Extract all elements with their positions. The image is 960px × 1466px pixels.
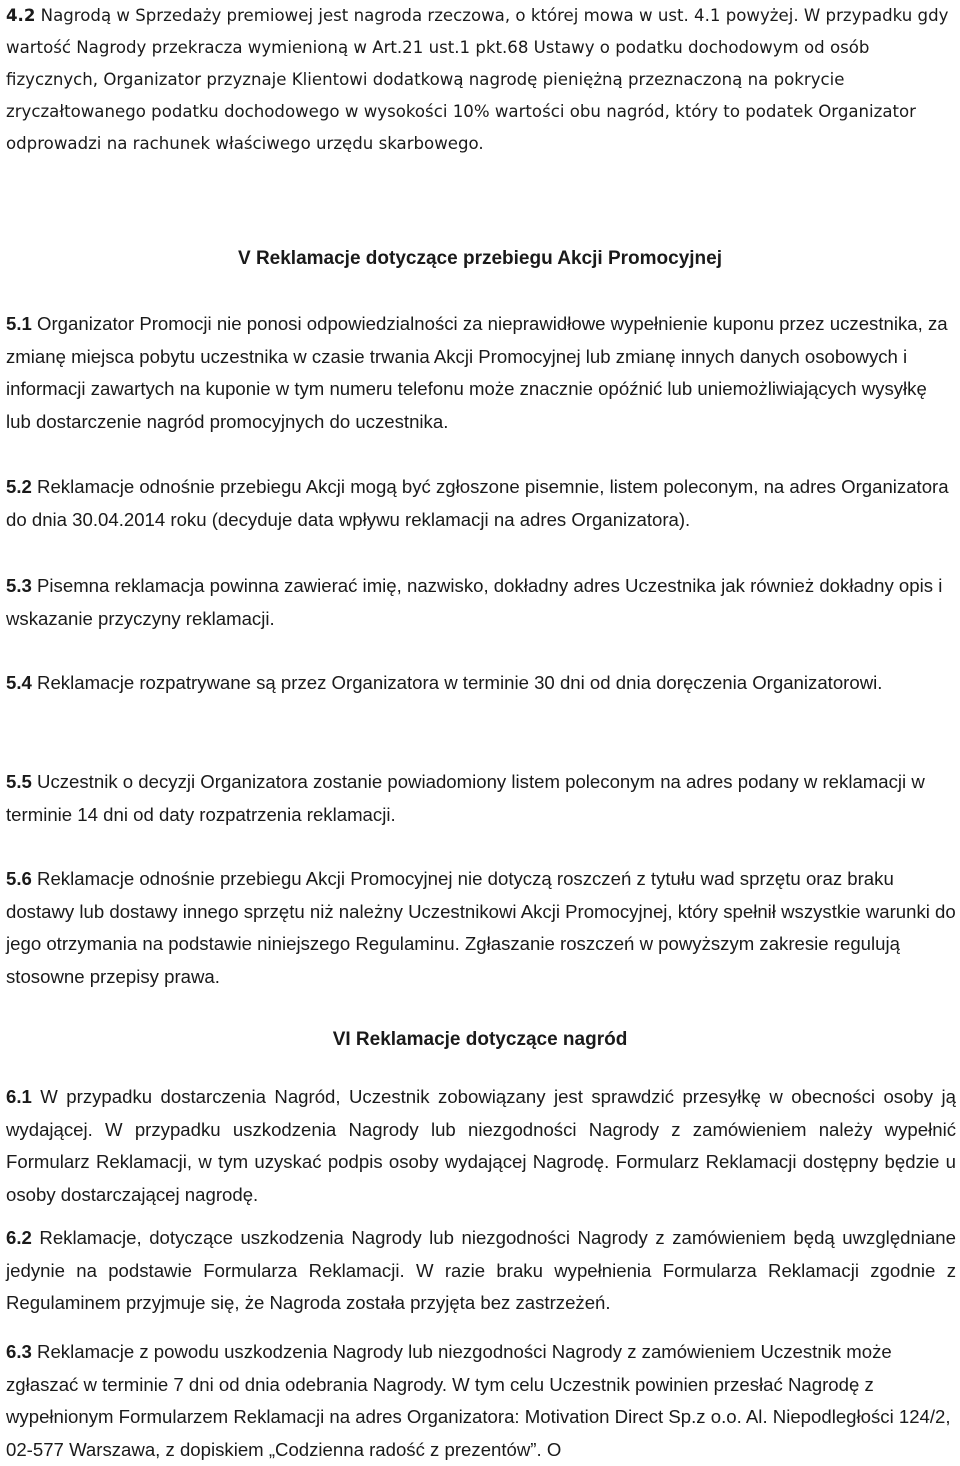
paragraph-6-1 — [6, 1081, 956, 1211]
section-vi-heading: VI Reklamacje dotyczące nagród — [332, 1029, 628, 1050]
section-v-heading: V Reklamacje dotyczące przebiegu Akcji Promocyjnej — [238, 248, 722, 269]
paragraph-number: 5.3 — [6, 575, 32, 596]
paragraph-text: Pisemna reklamacja powinna zawierać imię, nazwisko, dokładny adres Uczestnika jak również dokładny opis i wskazanie przyczyny reklamacji. — [6, 575, 943, 629]
paragraph-5-6 — [6, 863, 956, 993]
paragraph-5-5 — [6, 766, 956, 831]
paragraph-number: 5.2 — [6, 476, 32, 497]
paragraph-4-2 — [6, 0, 954, 160]
paragraph-text: W przypadku dostarczenia Nagród, Uczestnik zobowiązany jest sprawdzić przesyłkę w obecności osoby ją wydającej. W przypadku uszkodzenia Nagrody lub niezgodności Nagrody z zamówieniem należy wypełnić Formularz Reklamacji, w tym uzyskać podpis osoby wydającej Nagrodę. Formularz Reklamacji dostępny będzie u osoby dostarczającej nagrodę. — [6, 1086, 956, 1205]
paragraph-text: Reklamacje z powodu uszkodzenia Nagrody lub niezgodności Nagrody z zamówieniem Uczestnik może zgłaszać w terminie 7 dni od dnia odebrania Nagrody. W tym celu Uczestnik powinien przesłać Nagrodę z wypełnionym Formularzem Reklamacji na adres Organizatora: Motivation Direct Sp.z o.o. Al. Niepodległości 124/2, 02-577 Warszawa, z dopiskiem „Codzienna radość z prezentów”. O — [6, 1341, 951, 1460]
paragraph-5-4 — [6, 667, 956, 700]
paragraph-text: Reklamacje, dotyczące uszkodzenia Nagrody lub niezgodności Nagrody z zamówieniem będą uwzględniane jedynie na podstawie Formularza Reklamacji. W razie braku wypełnienia Formularza Reklamacji zgodnie z Regulaminem przyjmuje się, że Nagroda została przyjęta bez zastrzeżeń. — [6, 1227, 956, 1313]
paragraph-number: 6.3 — [6, 1341, 32, 1362]
paragraph-number: 5.1 — [6, 313, 32, 334]
paragraph-text: Reklamacje rozpatrywane są przez Organizatora w terminie 30 dni od dnia doręczenia Organizatorowi. — [31, 672, 883, 693]
paragraph-6-3 — [6, 1336, 956, 1466]
paragraph-number: 6.1 — [6, 1086, 32, 1107]
paragraph-5-3 — [6, 570, 956, 635]
paragraph-number: 5.4 — [6, 672, 32, 693]
paragraph-text: Reklamacje odnośnie przebiegu Akcji mogą być zgłoszone pisemnie, listem poleconym, na adres Organizatora do dnia 30.04.2014 roku (decyduje data wpływu reklamacji na adres Organizatora). — [6, 476, 949, 530]
paragraph-number: 5.6 — [6, 868, 32, 889]
paragraph-text: Organizator Promocji nie ponosi odpowiedzialności za nieprawidłowe wypełnienie kuponu przez uczestnika, za zmianę miejsca pobytu uczestnika w czasie trwania Akcji Promocyjnej lub zmianę innych danych osobowych i informacji zawartych na kuponie w tym numeru telefonu może znacznie opóźnić lub uniemożliwiających wysyłkę lub dostarczenie nagród promocyjnych do uczestnika. — [6, 313, 948, 432]
paragraph-text: Uczestnik o decyzji Organizatora zostanie powiadomiony listem poleconym na adres podany w reklamacji w terminie 14 dni od daty rozpatrzenia reklamacji. — [6, 771, 925, 825]
paragraph-5-2 — [6, 471, 956, 536]
paragraph-number: 4.2 — [6, 6, 36, 25]
paragraph-6-2 — [6, 1222, 956, 1320]
paragraph-number: 6.2 — [6, 1227, 32, 1248]
paragraph-text: Reklamacje odnośnie przebiegu Akcji Promocyjnej nie dotyczą roszczeń z tytułu wad sprzętu oraz braku dostawy lub dostawy innego sprzętu niż należny Uczestnikowi Akcji Promocyjnej, który spełnił wszystkie warunki do jego otrzymania na podstawie niniejszego Regulaminu. Zgłaszanie roszczeń w powyższym zakresie regulują stosowne przepisy prawa. — [6, 868, 956, 987]
paragraph-5-1 — [6, 308, 956, 438]
paragraph-text: Nagrodą w Sprzedaży premiowej jest nagroda rzeczowa, o której mowa w ust. 4.1 powyżej. W przypadku gdy wartość Nagrody przekracza wymienioną w Art.21 ust.1 pkt.68 Ustawy o podatku dochodowym od osób fizycznych, Organizator przyznaje Klientowi dodatkową nagrodę pieniężną przeznaczoną na pokrycie zryczałtowanego podatku dochodowego w wysokości 10% wartości obu nagród, który to podatek Organizator odprowadzi na rachunek właściwego urzędu skarbowego. — [6, 6, 949, 153]
paragraph-number: 5.5 — [6, 771, 32, 792]
